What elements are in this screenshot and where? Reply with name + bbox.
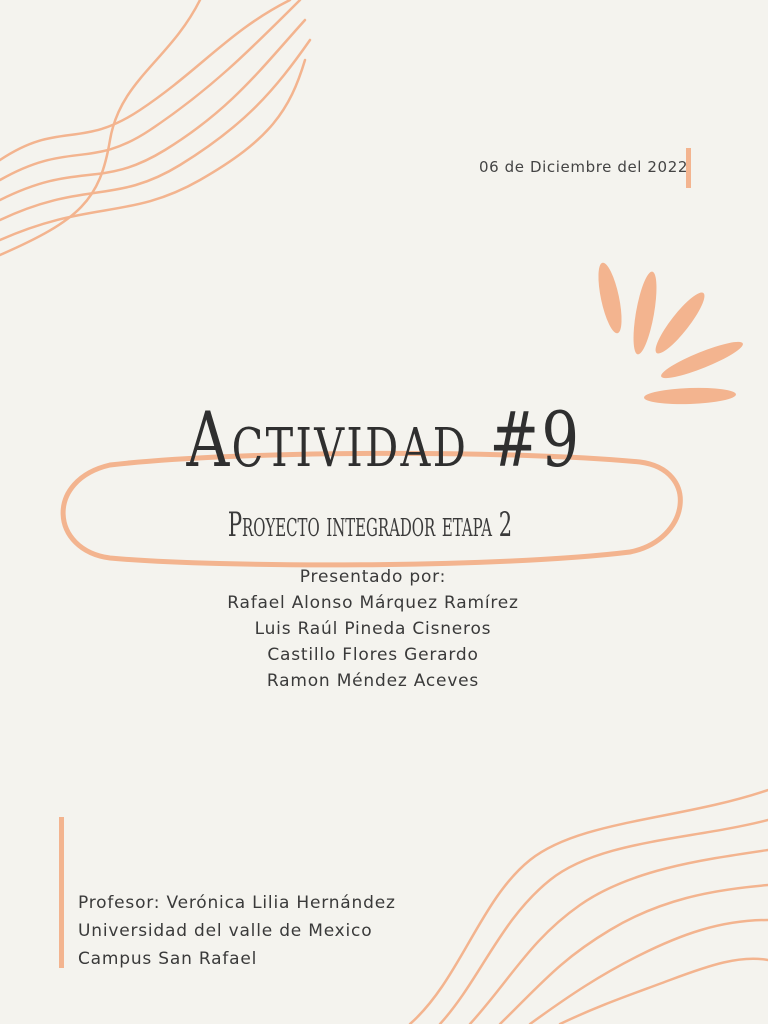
date-text: 06 de Diciembre del 2022 bbox=[479, 158, 688, 176]
wavy-lines-bottom-right-icon bbox=[400, 780, 768, 1024]
page-title: Actividad #9 bbox=[186, 395, 582, 484]
footer-accent-bar bbox=[59, 817, 64, 968]
presenter-name: Luis Raúl Pineda Cisneros bbox=[254, 619, 492, 639]
wavy-lines-top-left-icon bbox=[0, 0, 320, 270]
presenter-name: Castillo Flores Gerardo bbox=[267, 645, 479, 665]
presenter-name: Ramon Méndez Aceves bbox=[266, 671, 480, 691]
presented-by-heading: Presentado por: bbox=[299, 567, 447, 587]
footer-block bbox=[78, 889, 396, 973]
presenter-name: Rafael Alonso Márquez Ramírez bbox=[227, 593, 519, 613]
presenters-block bbox=[0, 564, 746, 694]
professor-text: Profesor: Verónica Lilia Hernández bbox=[78, 893, 396, 913]
university-text: Universidad del valle de Mexico bbox=[78, 921, 373, 941]
campus-text: Campus San Rafael bbox=[78, 949, 258, 969]
sun-rays-decoration-icon bbox=[590, 258, 750, 418]
page-subtitle: Proyecto integrador etapa 2 bbox=[227, 505, 513, 545]
